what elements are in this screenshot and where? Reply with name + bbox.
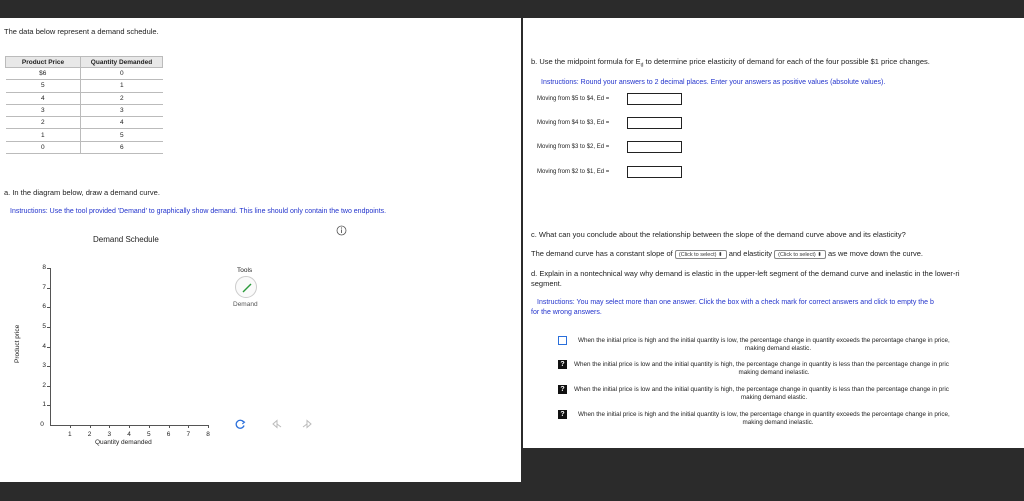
bottom-strip xyxy=(0,448,521,482)
elasticity-input-3-to-2[interactable] xyxy=(627,141,682,153)
table-header-price: Product Price xyxy=(6,57,81,68)
table-row xyxy=(6,129,163,141)
table-cell: 4 xyxy=(6,92,81,104)
option-checkbox-2[interactable]: ? xyxy=(558,360,567,369)
x-tick-mark xyxy=(149,425,150,428)
part-d-line-2: segment. xyxy=(531,279,562,288)
table-cell: 1 xyxy=(81,80,163,92)
part-b-label: b. Use the midpoint formula for E xyxy=(531,57,641,66)
table-cell: 6 xyxy=(81,141,163,153)
y-tick-label: 8 xyxy=(42,264,46,271)
part-d-line-1: d. Explain in a nontechnical way why demand is elastic in the upper-left segment of the demand curve and inelastic in the lower-ri xyxy=(531,269,960,278)
intro-text: The data below represent a demand schedule. xyxy=(4,27,159,36)
table-cell: 3 xyxy=(6,104,81,116)
elasticity-input-2-to-1[interactable] xyxy=(627,166,682,178)
part-c-sentence-a: The demand curve has a constant slope of xyxy=(531,249,673,258)
x-tick-label: 8 xyxy=(206,431,210,438)
x-tick-mark xyxy=(90,425,91,428)
part-c-text: c. What can you conclude about the relationship between the slope of the demand curve above and its elasticity? xyxy=(531,230,906,239)
part-b-subscript: d xyxy=(640,62,644,69)
info-icon[interactable] xyxy=(336,225,347,236)
x-tick-label: 0 xyxy=(40,421,44,428)
right-panel xyxy=(523,18,1024,448)
redo-icon[interactable] xyxy=(302,418,314,430)
y-tick-mark xyxy=(47,327,50,328)
y-tick-mark xyxy=(47,307,50,308)
x-tick-label: 3 xyxy=(107,431,112,438)
tools-title: Tools xyxy=(237,267,253,274)
demand-tool-label: Demand xyxy=(233,301,258,308)
y-tick-label: 4 xyxy=(42,342,46,350)
elasticity-input-4-to-3[interactable] xyxy=(627,117,682,129)
option-checkbox-3[interactable]: ? xyxy=(558,385,567,394)
x-tick-label: 2 xyxy=(87,431,92,438)
part-c-sentence-b: and elasticity xyxy=(728,249,773,258)
part-b-text xyxy=(531,57,930,69)
x-tick-label: 6 xyxy=(166,431,171,438)
table-row xyxy=(6,80,163,92)
x-tick-mark xyxy=(208,425,209,428)
x-tick-mark xyxy=(129,425,130,428)
y-tick-label: 1 xyxy=(42,401,46,409)
table-row xyxy=(6,141,163,153)
table-header-quantity: Quantity Demanded xyxy=(81,57,163,68)
table-cell: 2 xyxy=(81,92,163,104)
part-b-rest: to determine price elasticity of demand for each of the four possible $1 price changes. xyxy=(643,57,930,66)
y-tick-mark xyxy=(47,347,50,348)
part-d-instructions-2: for the wrong answers. xyxy=(531,309,602,316)
option-2-line-1: When the initial price is low and the initial quantity is high, the percentage change in quantity is less than the percentage change in pric xyxy=(574,361,949,368)
line-tool-icon xyxy=(236,277,258,299)
option-3-line-1: When the initial price is low and the initial quantity is high, the percentage change in quantity is less than the percentage change in pric xyxy=(574,386,949,393)
y-tick-label: 6 xyxy=(42,303,46,311)
y-tick-mark xyxy=(47,268,50,269)
option-3-line-2: making demand elastic. xyxy=(740,394,808,401)
x-tick-mark xyxy=(169,425,170,428)
table-cell: 3 xyxy=(81,104,163,116)
left-panel xyxy=(0,18,521,448)
slope-select[interactable]: (Click to select) ⬍ xyxy=(675,250,727,259)
y-tick-mark xyxy=(47,405,50,406)
option-1-line-1: When the initial price is high and the initial quantity is low, the percentage change in quantity exceeds the percentage change in price, xyxy=(578,337,950,344)
table-cell: 0 xyxy=(81,68,163,80)
y-axis-label: Product price xyxy=(14,324,21,363)
part-c-sentence xyxy=(531,249,923,259)
move-label-1: Moving from $5 to $4, Ed = xyxy=(537,96,610,102)
chart-title: Demand Schedule xyxy=(93,235,159,244)
x-tick-label: 4 xyxy=(127,431,131,438)
y-tick-mark xyxy=(47,288,50,289)
option-4-line-2: making demand inelastic. xyxy=(742,419,814,426)
y-tick-label: 5 xyxy=(42,322,46,330)
table-row xyxy=(6,117,163,129)
table-cell: 4 xyxy=(81,117,163,129)
table-row xyxy=(6,68,163,80)
x-tick-label: 5 xyxy=(146,431,151,438)
option-text-4 xyxy=(578,411,1024,427)
elasticity-select[interactable]: (Click to select) ⬍ xyxy=(774,250,826,259)
x-tick-mark xyxy=(70,425,71,428)
table-row xyxy=(6,104,163,116)
demand-schedule-table xyxy=(5,56,163,154)
move-label-4: Moving from $2 to $1, Ed = xyxy=(537,169,610,175)
elasticity-input-5-to-4[interactable] xyxy=(627,93,682,105)
table-row xyxy=(6,92,163,104)
demand-chart-area[interactable] xyxy=(40,264,210,438)
top-bar xyxy=(0,0,1024,18)
table-cell: 5 xyxy=(81,129,163,141)
option-text-3 xyxy=(574,386,1024,402)
x-tick-label: 7 xyxy=(186,431,191,438)
y-axis xyxy=(50,268,51,425)
y-tick-mark xyxy=(47,366,50,367)
move-label-2: Moving from $4 to $3, Ed = xyxy=(537,120,610,126)
option-1-line-2: making demand elastic. xyxy=(744,345,812,352)
refresh-icon[interactable] xyxy=(234,418,246,430)
move-label-3: Moving from $3 to $2, Ed = xyxy=(537,144,610,150)
y-tick-label: 7 xyxy=(42,283,46,291)
demand-tool-button[interactable] xyxy=(235,276,257,298)
y-tick-label: 3 xyxy=(42,362,46,370)
option-checkbox-1[interactable] xyxy=(558,336,567,345)
x-tick-mark xyxy=(188,425,189,428)
option-checkbox-4[interactable]: ? xyxy=(558,410,567,419)
part-d-instructions-1: Instructions: You may select more than one answer. Click the box with a check mark for correct answers and click to empty the b xyxy=(537,299,934,306)
undo-icon[interactable] xyxy=(270,418,282,430)
table-cell: 1 xyxy=(6,129,81,141)
table-cell: 5 xyxy=(6,80,81,92)
part-c-sentence-c: as we move down the curve. xyxy=(827,249,924,258)
part-b-instructions: Instructions: Round your answers to 2 decimal places. Enter your answers as positive values (absolute values). xyxy=(541,79,886,86)
x-axis-label: Quantity demanded xyxy=(95,439,152,446)
table-cell: 0 xyxy=(6,141,81,153)
x-tick-mark xyxy=(109,425,110,428)
option-text-1 xyxy=(578,337,1024,353)
y-tick-label: 2 xyxy=(42,381,46,389)
option-text-2 xyxy=(574,361,1024,377)
option-2-line-2: making demand inelastic. xyxy=(738,369,810,376)
table-cell: 2 xyxy=(6,117,81,129)
x-tick-label: 1 xyxy=(67,431,72,438)
part-a-text: a. In the diagram below, draw a demand curve. xyxy=(4,188,160,197)
option-4-line-1: When the initial price is high and the initial quantity is low, the percentage change in quantity exceeds the percentage change in price, xyxy=(578,411,950,418)
part-a-instructions: Instructions: Use the tool provided 'Demand' to graphically show demand. This line should only contain the two endpoints. xyxy=(10,208,387,215)
table-cell: $6 xyxy=(6,68,81,80)
y-tick-mark xyxy=(47,386,50,387)
